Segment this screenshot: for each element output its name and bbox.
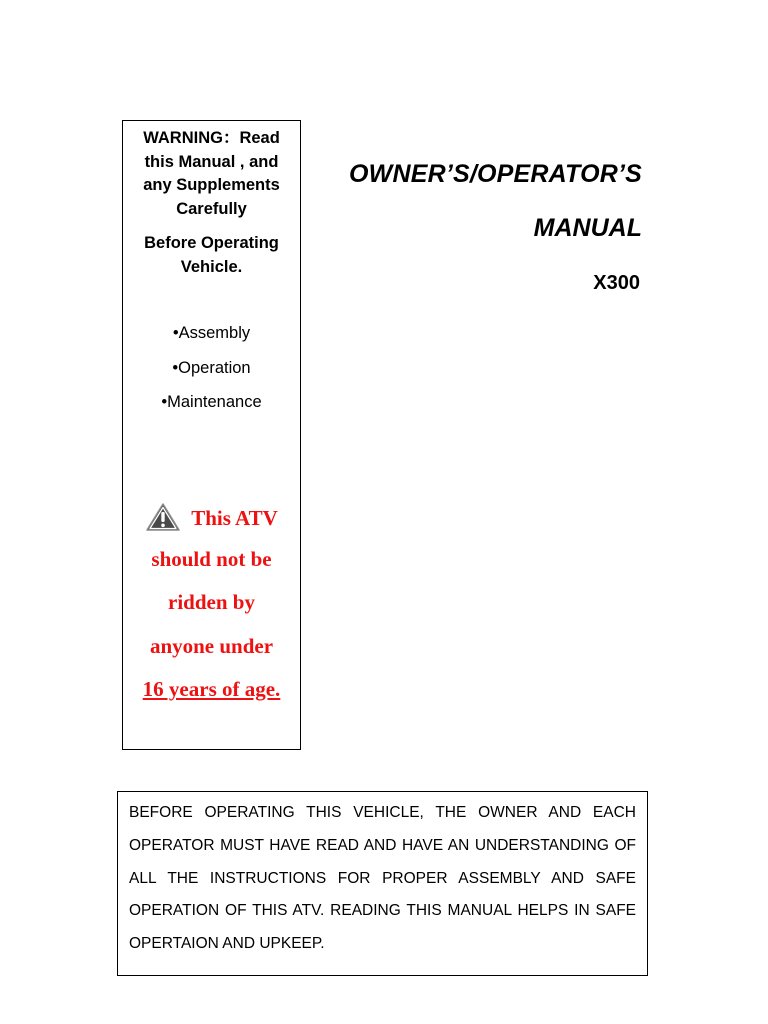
before-line: Before Operating — [144, 234, 279, 252]
manual-title-line-2: MANUAL — [533, 214, 642, 242]
warning-line: this Manual , and — [144, 152, 279, 171]
caution-triangle-icon — [145, 503, 181, 531]
age-warning-line-4: anyone under — [149, 633, 274, 658]
manual-title-line-1: OWNER’S/OPERATOR’S — [349, 160, 642, 188]
warning-text — [129, 127, 294, 221]
notice-line: OPERATOR MUST HAVE READ AND HAVE AN UNDERSTANDING OF — [129, 836, 636, 854]
warning-label: WARNING：Read — [143, 129, 280, 147]
topic-bullet-list — [123, 323, 300, 427]
before-line: Vehicle. — [180, 257, 243, 276]
bullet-maintenance: •Maintenance — [161, 393, 262, 411]
age-warning-line — [123, 503, 300, 547]
notice-line: BEFORE OPERATING THIS VEHICLE, THE OWNER AND EACH — [129, 804, 636, 821]
bullet-assembly: •Assembly — [172, 324, 251, 342]
warning-line: any Supplements — [143, 176, 280, 194]
age-limit-text: 16 years of age. — [142, 677, 281, 701]
age-warning-line-5 — [123, 677, 300, 721]
age-warning-line-3: ridden by — [168, 590, 255, 614]
notice-line: ALL THE INSTRUCTIONS FOR PROPER ASSEMBLY AND SAFE — [129, 869, 636, 887]
notice-line: OPERTAION AND UPKEEP. — [129, 935, 325, 953]
age-warning — [123, 503, 300, 721]
warning-line: Carefully — [176, 199, 247, 218]
model-number: X300 — [593, 272, 640, 294]
age-warning-line-2: should not be — [151, 546, 272, 571]
before-operating-text — [129, 232, 294, 279]
age-warning-line-1: This ATV — [191, 506, 278, 530]
notice-line: OPERATION OF THIS ATV. READING THIS MANUAL HELPS IN SAFE — [129, 902, 636, 920]
notice-box — [117, 791, 648, 976]
bullet-operation: •Operation — [172, 358, 251, 377]
warning-box — [122, 120, 301, 750]
